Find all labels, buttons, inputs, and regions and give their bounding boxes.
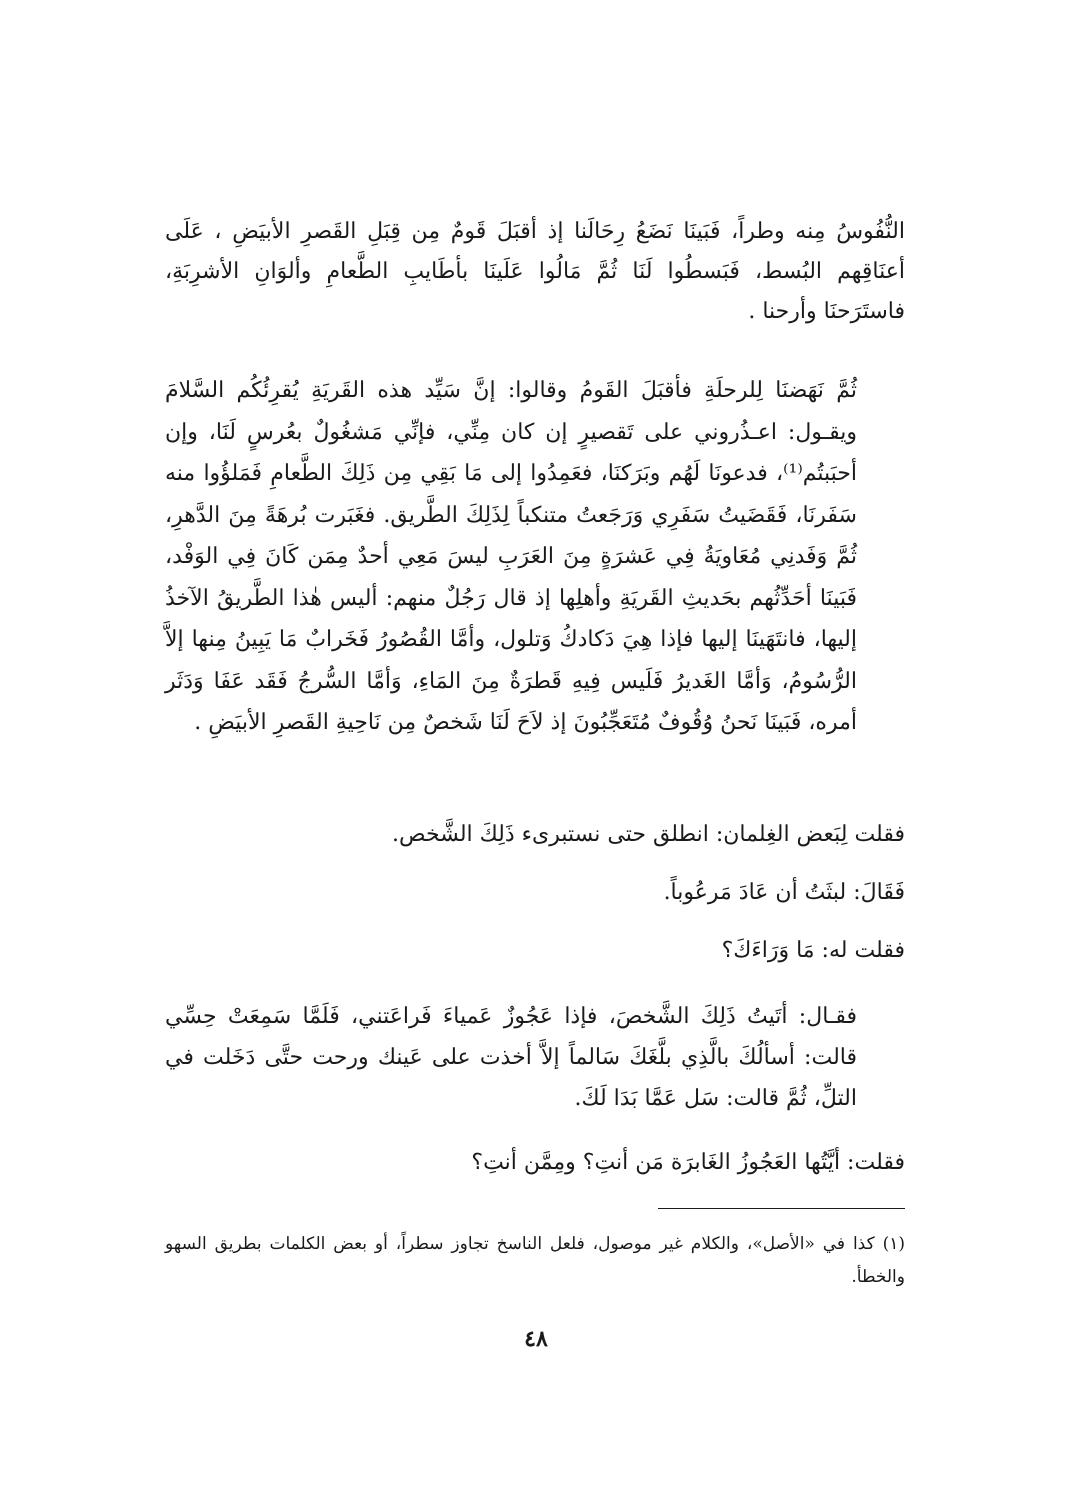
- body-paragraph-1: [165, 212, 905, 332]
- dialogue-line-2: فَقَالَ: لبثَتُ أن عَادَ مَرعُوباً.: [663, 880, 905, 905]
- body-paragraph-2: [165, 370, 905, 744]
- dialogue-line-3: فقلت له: مَا وَرَاءَكَ؟: [721, 938, 905, 963]
- paragraph-text: ثُمَّ نَهَضنَا لِلرحلَةِ فأقبَلَ القَومُ وقالوا: إنَّ سَيِّد هذه القَريَةِ يُقرِئُكُم السَّلامَ ويقـول: اعـذُروني على تَقصيرٍ إن كان مِنِّي، فإنِّي مَشغُولٌ بعُرسٍ لَنَا، وإن أحبَبتُم⁽¹⁾، فدعونَا لَهُم وبَرَكنَا، فعَمِدُوا إلى مَا بَقِي مِن ذَلِكَ الطَّعامِ فَمَلؤُوا منه سَفَرنَا، فَقَضَيتُ سَفَرِي وَرَجَعتُ متنكباً لِذَلِكَ الطَّريق. فغَبَرت بُرهَةً مِنَ الدَّهرِ، ثُمَّ وَفَدنِي مُعَاويَةُ فِي عَشرَةٍ مِنَ العَرَبِ ليسَ مَعِي أحدٌ مِمَن كَانَ فِي الوَفْد، فَبَينَا أحَدِّثُهم بحَديثِ القَريَةِ وأهلِها إذ قال رَجُلٌ منهم: أليس هٰذا الطَّريقُ الآخذُ إليها، فانتَهَينَا إليها فإذا هِيَ دَكادكُ وَتلول، وأمَّا القُصُورُ فَخَرابٌ مَا يَبِينُ مِنها إلاَّ الرُّسُومُ، وَأمَّا الغَديرُ فَلَيس فِيهِ قَطرَةٌ مِنَ المَاءِ، وَأمَّا السُّرجُ فَقَد عَفَا وَدَثَر أمره، فَبَينَا نَحنُ وُقُوفٌ مُتَعَجِّبُونَ إذ لاَحَ لَنَا شَخصٌ مِن نَاحِيةِ القَصرِ الأبيَضِ .: [165, 378, 857, 735]
- footnote: (١) كذا في «الأصل»، والكلام غير موصول، فلعل الناسخ تجاوز سطراً، أو بعض الكلمات بطريق السهو والخطأ.: [165, 1234, 905, 1287]
- body-paragraph-3: [165, 996, 905, 1119]
- footnote-divider: [658, 1208, 905, 1209]
- dialogue-line-4: فقلت: أيَّتُها العَجُوزُ الغَابرَة مَن أنتِ؟ ومِمَّن أنتِ؟: [471, 1150, 905, 1175]
- paragraph-text: النُّفُوسُ مِنه وطراً، فَبَينَا نَضَعُ رِحَالَنا إذ أقبَلَ قَومٌ مِن قِبَلِ القَصرِ الأبيَضِ ، عَلَى أعنَاقِهم البُسط، فَبَسطُوا لَنَا ثُمَّ مَالُوا عَلَينَا بأطَايبِ الطَّعامِ وألوَانِ الأشرِبَةِ، فاستَرَحنَا وأرحنا .: [165, 219, 905, 324]
- paragraph-text: فقـال: أتَيتُ ذَلِكَ الشَّخصَ، فإذا عَجُوزٌ عَمياءَ فَراعَتني، فَلَمَّا سَمِعَتْ حِسِّي قالت: أسألُكَ بالَّذِي بلَّغَكَ سَالماً إلاَّ أخذت على عَينك ورحت حتَّى دَخَلت في التلِّ، ثُمَّ قالت: سَل عَمَّا بَدَا لَكَ.: [165, 1004, 857, 1111]
- page-number: ٤٨: [524, 1326, 548, 1352]
- dialogue-line-1: فقلت لِبَعض الغِلمان: انطلق حتى نستبرىء ذَلِكَ الشَّخص.: [392, 822, 905, 847]
